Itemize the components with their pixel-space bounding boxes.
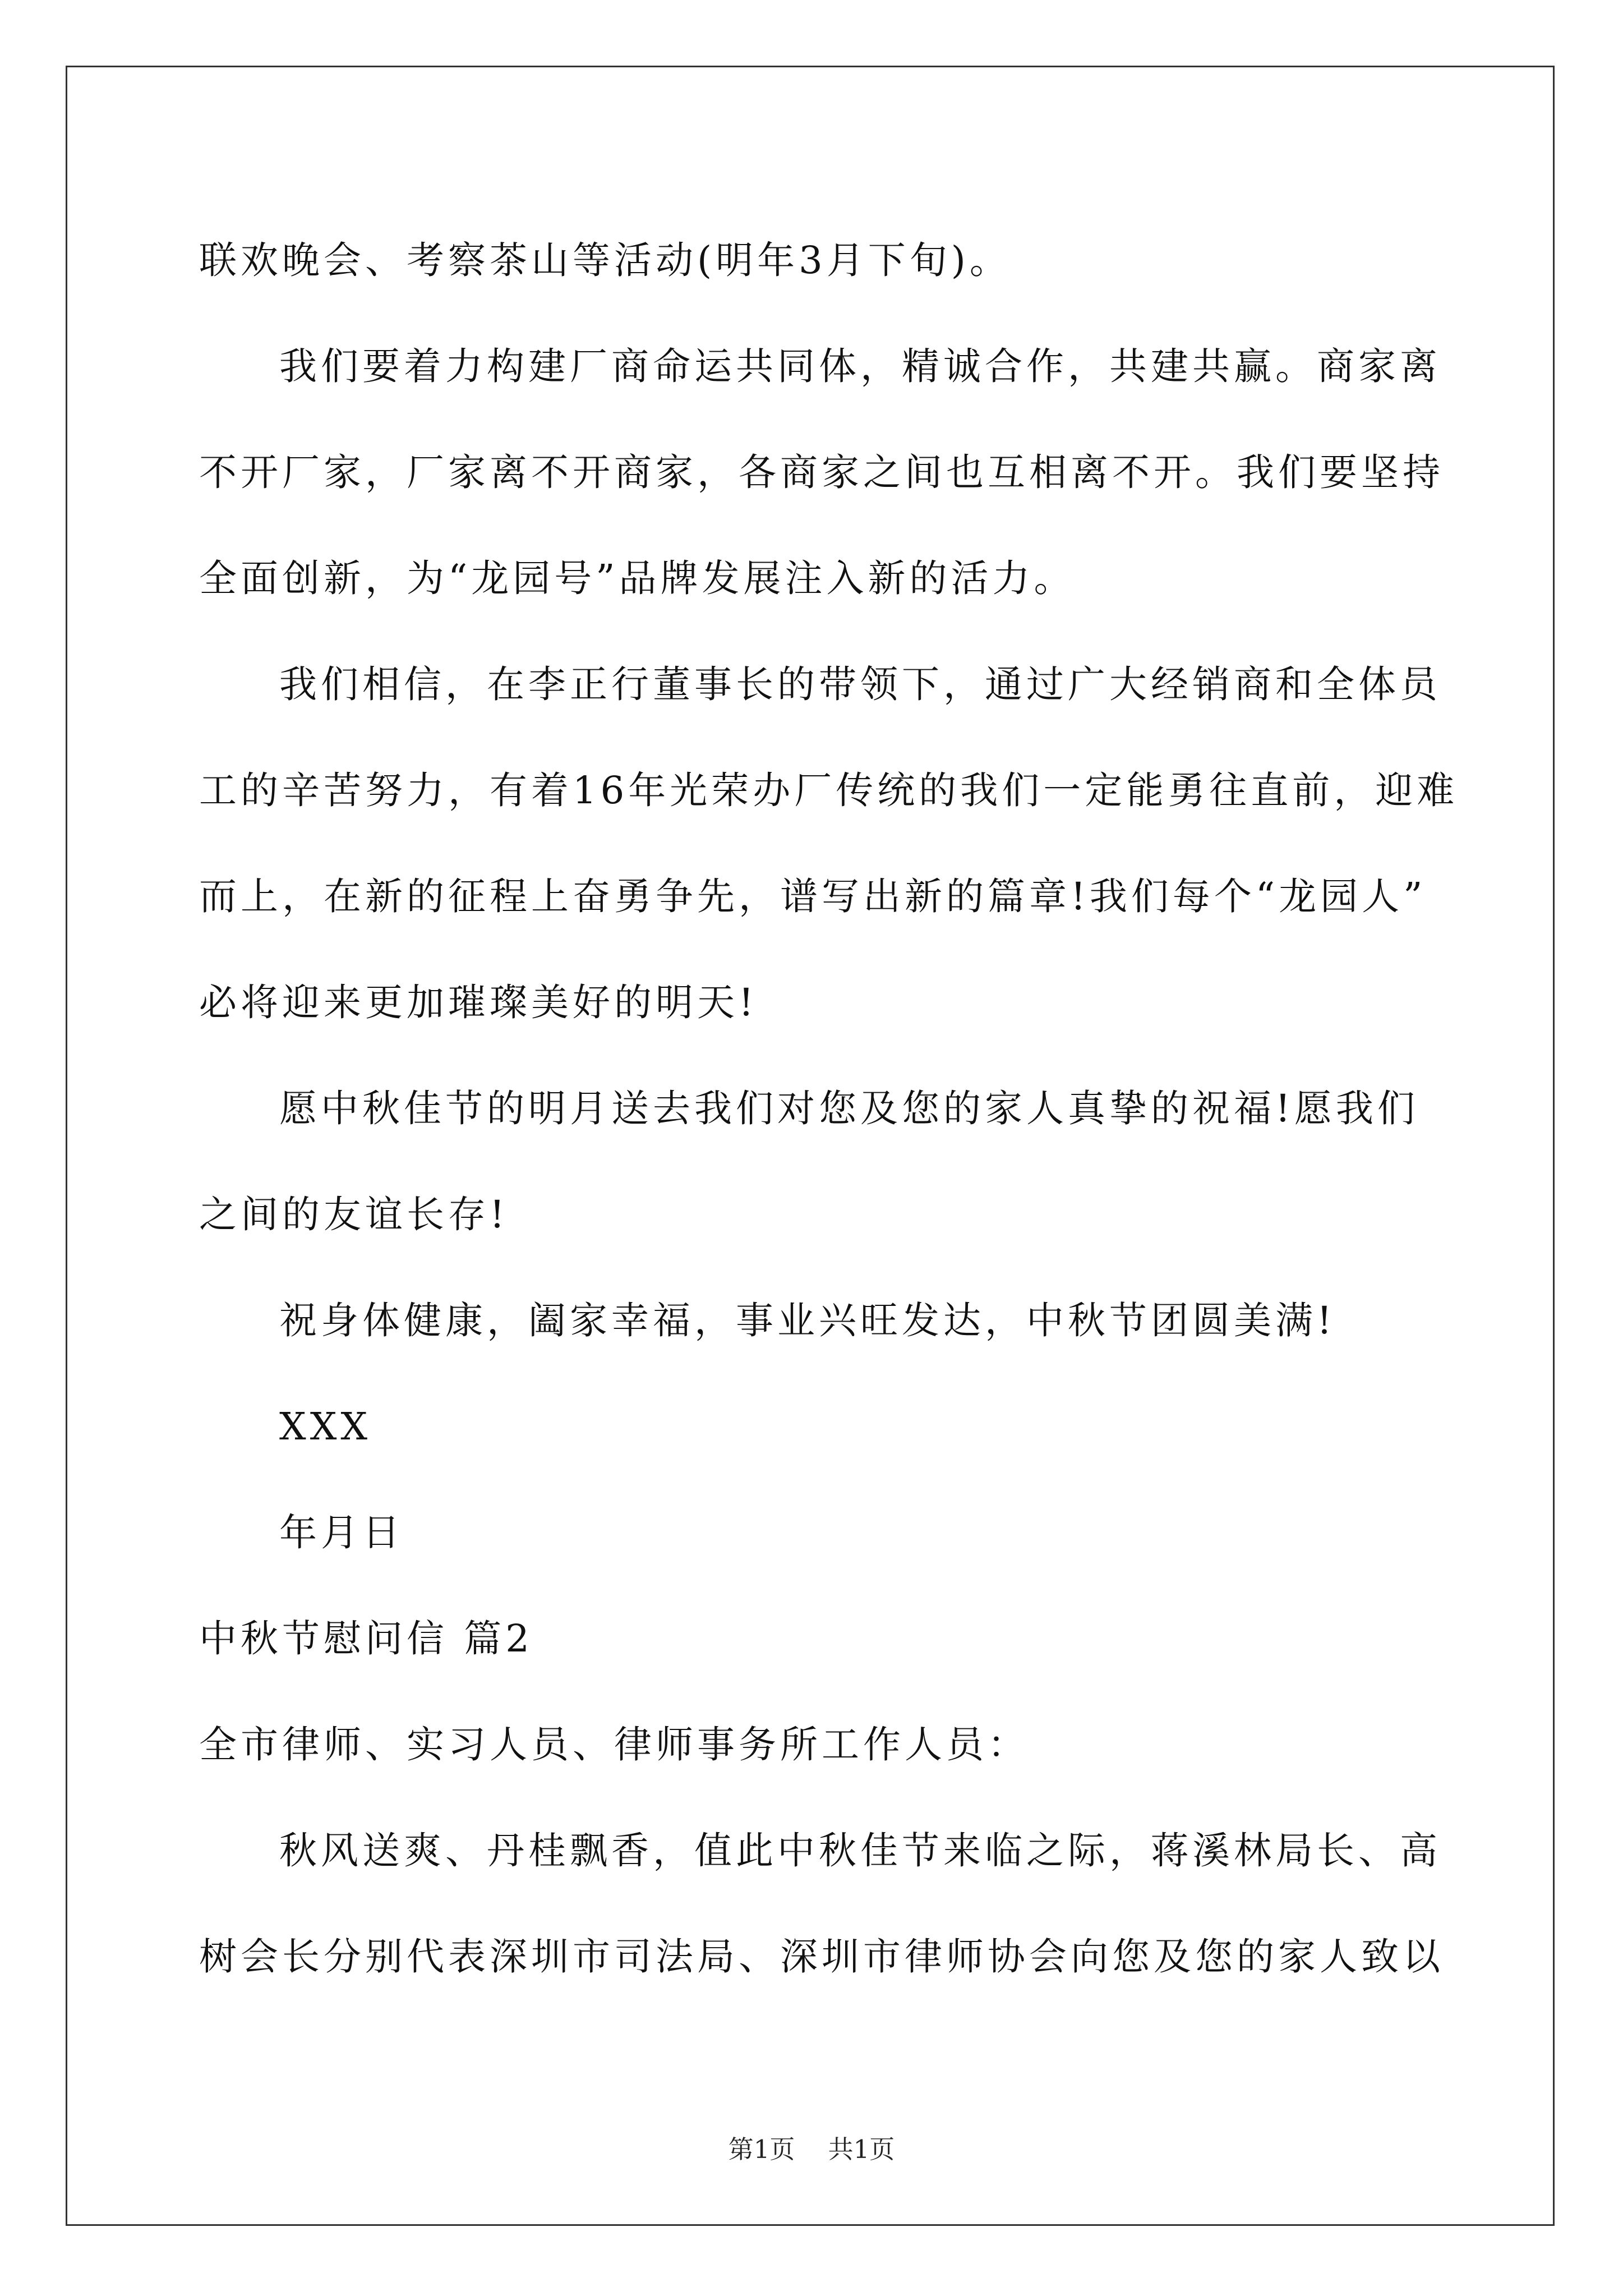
paragraph-line: 全面创新，为“龙园号”品牌发展注入新的活力。	[199, 556, 1076, 600]
paragraph-line: 秋风送爽、丹桂飘香，值此中秋佳节来临之际，蒋溪林局长、高	[279, 1829, 1441, 1872]
paragraph-line: 工的辛苦努力，有着16年光荣办厂传统的我们一定能勇往直前，迎难	[199, 769, 1459, 812]
section-heading: 中秋节慰问信 篇2	[199, 1617, 533, 1660]
paragraph-line: 我们要着力构建厂商命运共同体，精诚合作，共建共赢。商家离	[279, 344, 1441, 388]
paragraph-line: 我们相信，在李正行董事长的带领下，通过广大经销商和全体员	[279, 662, 1441, 706]
document-body	[199, 208, 1459, 2010]
signature-date: 年月日	[279, 1511, 404, 1554]
page-footer	[0, 2129, 1623, 2165]
page-total: 共1页	[828, 2134, 895, 2164]
paragraph-line: 而上，在新的征程上奋勇争先，谱写出新的篇章!我们每个“龙园人”	[199, 875, 1427, 918]
paragraph-line: 祝身体健康，阖家幸福，事业兴旺发达，中秋节团圆美满!	[279, 1299, 1336, 1342]
page-number: 第1页	[728, 2134, 795, 2164]
signature-name: XXX	[279, 1405, 372, 1448]
paragraph-line: 之间的友谊长存!	[199, 1193, 509, 1236]
paragraph-line: 树会长分别代表深圳市司法局、深圳市律师协会向您及您的家人致以	[199, 1935, 1444, 1978]
salutation: 全市律师、实习人员、律师事务所工作人员：	[199, 1723, 1029, 1766]
paragraph-line: 联欢晚会、考察茶山等活动(明年3月下旬)。	[199, 238, 1011, 282]
paragraph-line: 不开厂家，厂家离不开商家，各商家之间也互相离不开。我们要坚持	[199, 450, 1444, 494]
paragraph-line: 必将迎来更加璀璨美好的明天!	[199, 981, 758, 1024]
paragraph-line: 愿中秋佳节的明月送去我们对您及您的家人真挚的祝福!愿我们	[279, 1087, 1419, 1130]
